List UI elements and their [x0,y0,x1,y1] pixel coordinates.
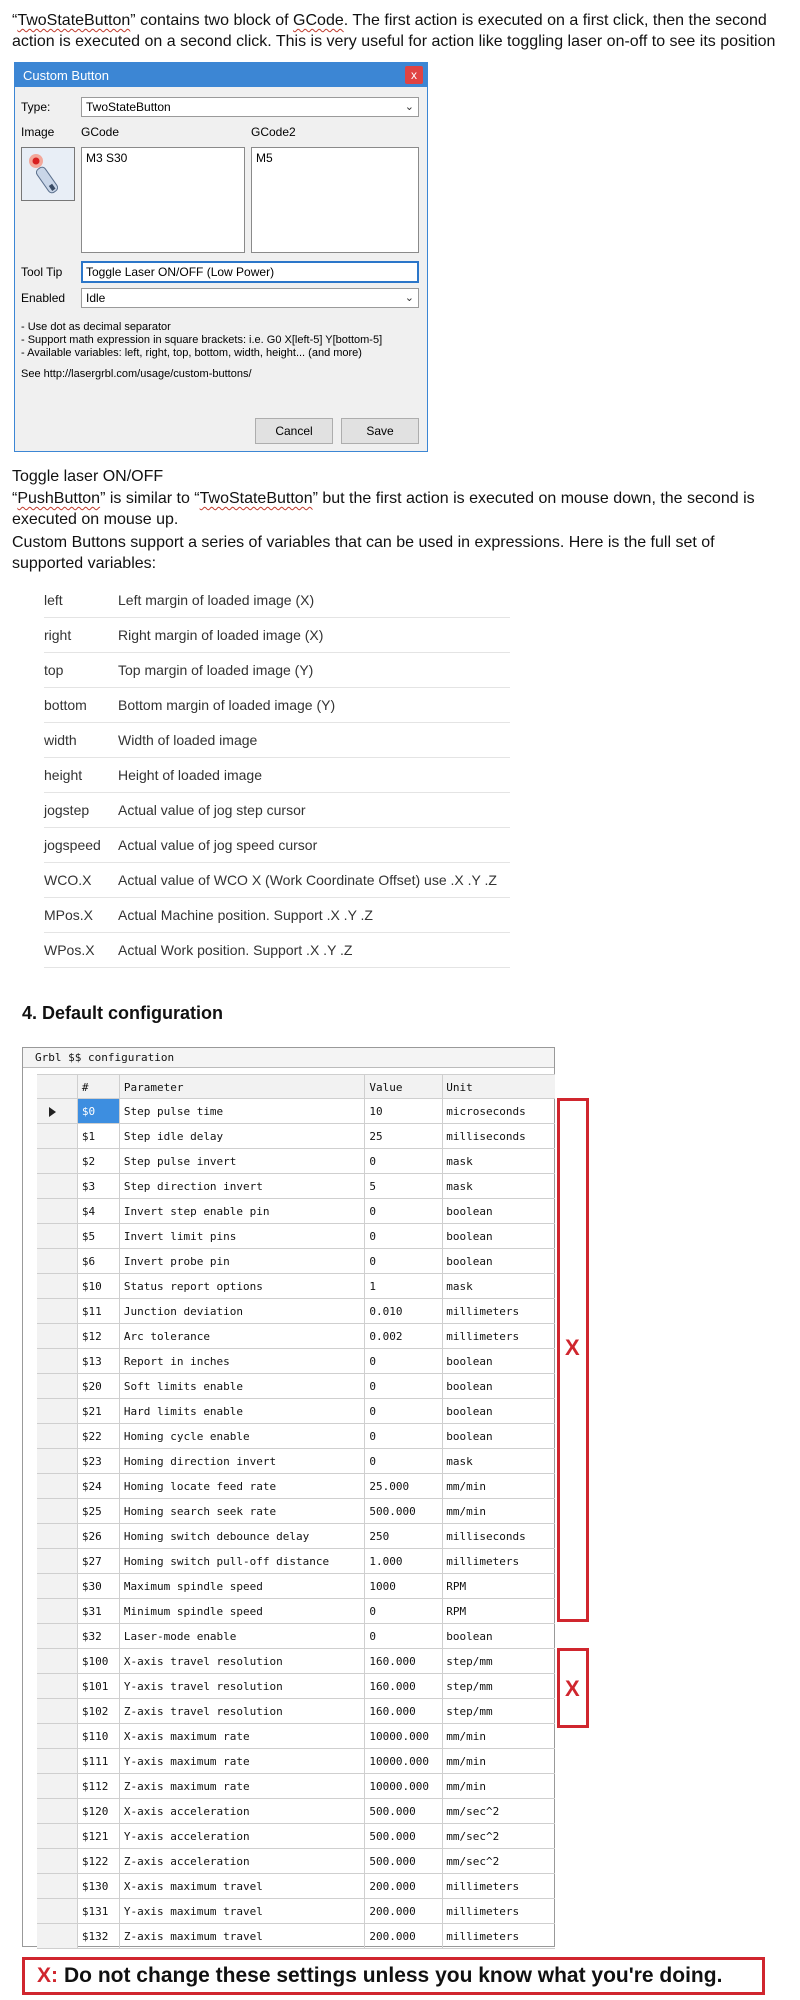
warning-x: X: [37,1964,58,1987]
setting-parameter-cell[interactable]: Invert step enable pin [120,1199,366,1223]
row-header-cell[interactable] [37,1299,78,1323]
setting-unit-cell[interactable]: mask [446,1155,473,1168]
variable-name: jogspeed [44,837,101,853]
variable-name: jogstep [44,802,90,818]
setting-unit-cell[interactable]: boolean [446,1405,493,1418]
setting-number-cell[interactable]: $0 [78,1099,120,1123]
variable-description: Actual value of jog step cursor [118,802,306,818]
setting-value-cell[interactable]: 200.000 [365,1874,443,1898]
setting-unit-cell[interactable]: boolean [446,1205,493,1218]
variable-description: Actual value of WCO X (Work Coordinate Offset) use .X .Y .Z [118,872,497,888]
setting-parameter-cell[interactable]: Step direction invert [120,1174,366,1198]
table-row[interactable] [37,1724,555,1749]
row-header-cell[interactable] [37,1199,78,1223]
setting-value-cell[interactable]: 0 [365,1224,443,1248]
setting-number-cell[interactable]: $11 [78,1299,120,1323]
setting-parameter-cell[interactable]: Step pulse invert [120,1149,366,1173]
pushbutton-paragraph [12,488,788,530]
setting-parameter-cell[interactable]: Junction deviation [120,1299,366,1323]
setting-unit-cell[interactable]: mm/min [446,1730,486,1743]
setting-parameter-cell[interactable]: Step idle delay [120,1124,366,1148]
setting-number-cell[interactable]: $121 [78,1824,120,1848]
gcode-label: GCode [81,125,120,139]
dialog-title: Custom Button [23,67,109,83]
column-header-parameter[interactable]: Parameter [120,1075,366,1098]
variable-row [44,618,510,653]
table-row[interactable] [37,1574,555,1599]
intro-term: TwoStateButton [17,12,131,29]
intro-quote-open: “ [12,12,18,29]
setting-unit-cell[interactable]: milliseconds [446,1130,526,1143]
note-line: - Use dot as decimal separator [21,321,171,333]
setting-parameter-cell[interactable]: Soft limits enable [120,1374,366,1398]
setting-unit-cell[interactable]: boolean [446,1230,493,1243]
setting-unit-cell[interactable]: step/mm [446,1655,493,1668]
row-header-cell[interactable] [37,1574,78,1598]
setting-value-cell[interactable]: 250 [365,1524,443,1548]
setting-parameter-cell[interactable]: Homing switch debounce delay [120,1524,366,1548]
setting-value-cell[interactable]: 200.000 [365,1924,443,1948]
custom-button-dialog [14,62,428,452]
gcode-textarea[interactable]: M3 S30 [81,147,245,253]
setting-unit-cell[interactable]: millimeters [446,1930,520,1943]
setting-number-cell[interactable]: $26 [78,1524,120,1548]
setting-value-cell[interactable]: 25 [365,1124,443,1148]
row-header-cell[interactable] [37,1474,78,1498]
row-header-cell[interactable] [37,1624,78,1648]
variable-name: right [44,627,72,643]
variable-name: width [44,732,77,748]
row-header-cell[interactable] [37,1674,78,1698]
gcode2-label: GCode2 [251,125,296,139]
setting-number-cell[interactable]: $101 [78,1674,120,1698]
table-row[interactable] [37,1674,555,1699]
push-term: PushButton [17,490,101,507]
setting-value-cell[interactable]: 0 [365,1399,443,1423]
section-title: 4. Default configuration [22,1003,224,1023]
setting-value-cell[interactable]: 0 [365,1249,443,1273]
row-header-cell[interactable] [37,1924,78,1948]
variable-row [44,723,510,758]
setting-parameter-cell[interactable]: Invert probe pin [120,1249,366,1273]
enabled-label: Enabled [21,291,66,305]
row-header-cell[interactable] [37,1099,78,1123]
setting-unit-cell[interactable]: millimeters [446,1305,520,1318]
table-row[interactable] [37,1199,555,1224]
setting-number-cell[interactable]: $131 [78,1899,120,1923]
setting-number-cell[interactable]: $31 [78,1599,120,1623]
row-header-cell[interactable] [37,1449,78,1473]
setting-unit-cell[interactable]: boolean [446,1255,493,1268]
variable-description: Height of loaded image [118,767,262,783]
setting-parameter-cell[interactable]: Report in inches [120,1349,366,1373]
variables-intro: Custom Buttons support a series of variables that can be used in expressions. Here is the full set of supported variables: [12,534,715,572]
table-row[interactable] [37,1174,555,1199]
current-row-arrow-icon [49,1107,56,1117]
variable-row [44,688,510,723]
setting-parameter-cell[interactable]: Z-axis travel resolution [120,1699,366,1723]
grbl-config-grid [37,1074,555,1949]
setting-number-cell[interactable]: $6 [78,1249,120,1273]
column-header-num[interactable]: # [78,1075,120,1098]
row-header-cell[interactable] [37,1799,78,1823]
variable-row [44,583,510,618]
annotation-x-1: X [565,1335,580,1360]
setting-value-cell[interactable]: 25.000 [365,1474,443,1498]
setting-number-cell[interactable]: $112 [78,1774,120,1798]
table-row[interactable] [37,1924,555,1949]
help-link[interactable]: See http://lasergrbl.com/usage/custom-buttons/ [21,368,252,380]
setting-unit-cell[interactable]: step/mm [446,1680,493,1693]
setting-unit-cell[interactable]: mm/min [446,1505,486,1518]
intro-paragraph [12,10,788,52]
table-row[interactable] [37,1449,555,1474]
row-header-cell[interactable] [37,1174,78,1198]
setting-number-cell[interactable]: $22 [78,1424,120,1448]
setting-parameter-cell[interactable]: Homing search seek rate [120,1499,366,1523]
setting-unit-cell[interactable]: boolean [446,1355,493,1368]
table-row[interactable] [37,1799,555,1824]
table-row[interactable] [37,1599,555,1624]
setting-number-cell[interactable]: $12 [78,1324,120,1348]
variable-name: WCO.X [44,872,92,888]
setting-unit-cell[interactable]: mm/min [446,1780,486,1793]
variable-name: MPos.X [44,907,94,923]
setting-value-cell[interactable]: 10000.000 [365,1724,443,1748]
setting-number-cell[interactable]: $21 [78,1399,120,1423]
type-select-value: TwoStateButton [86,100,171,114]
setting-value-cell[interactable]: 0 [365,1449,443,1473]
table-row[interactable] [37,1899,555,1924]
setting-value-cell[interactable]: 160.000 [365,1674,443,1698]
setting-number-cell[interactable]: $102 [78,1699,120,1723]
setting-unit-cell[interactable]: mm/min [446,1480,486,1493]
setting-unit-cell[interactable]: millimeters [446,1330,520,1343]
setting-value-cell[interactable]: 200.000 [365,1899,443,1923]
setting-value-cell[interactable]: 0.002 [365,1324,443,1348]
setting-value-cell[interactable]: 0 [365,1374,443,1398]
setting-parameter-cell[interactable]: Minimum spindle speed [120,1599,366,1623]
setting-parameter-cell[interactable]: Status report options [120,1274,366,1298]
grid-header-row [37,1074,555,1099]
setting-value-cell[interactable]: 0 [365,1349,443,1373]
setting-unit-cell[interactable]: boolean [446,1430,493,1443]
row-header-cell[interactable] [37,1849,78,1873]
setting-unit-cell[interactable]: microseconds [446,1105,526,1118]
variable-description: Width of loaded image [118,732,258,748]
setting-value-cell[interactable]: 1.000 [365,1549,443,1573]
variable-row [44,898,510,933]
setting-parameter-cell[interactable]: X-axis maximum rate [120,1724,366,1748]
setting-unit-cell[interactable]: step/mm [446,1705,493,1718]
variable-row [44,653,510,688]
variable-row [44,863,510,898]
setting-unit-cell[interactable]: RPM [446,1605,467,1618]
column-header-unit[interactable]: Unit [446,1081,473,1094]
setting-number-cell[interactable]: $1 [78,1124,120,1148]
type-select[interactable] [81,97,419,117]
laser-pointer-icon [22,148,74,200]
variable-description: Top margin of loaded image (Y) [118,662,314,678]
tooltip-label: Tool Tip [21,265,63,279]
setting-number-cell[interactable]: $20 [78,1374,120,1398]
setting-number-cell[interactable]: $100 [78,1649,120,1673]
setting-unit-cell[interactable]: mask [446,1180,473,1193]
variable-row [44,758,510,793]
tooltip-input[interactable]: Toggle Laser ON/OFF (Low Power) [81,261,419,283]
table-row[interactable] [37,1499,555,1524]
setting-unit-cell[interactable]: millimeters [446,1905,520,1918]
row-header-cell[interactable] [37,1499,78,1523]
setting-unit-cell[interactable]: RPM [446,1580,467,1593]
row-header-cell[interactable] [37,1424,78,1448]
row-header-cell[interactable] [37,1224,78,1248]
setting-unit-cell[interactable]: mm/min [446,1755,486,1768]
warning-banner [22,1957,765,1995]
setting-parameter-cell[interactable]: Hard limits enable [120,1399,366,1423]
setting-number-cell[interactable]: $5 [78,1224,120,1248]
table-row[interactable] [37,1749,555,1774]
row-header-cell[interactable] [37,1699,78,1723]
setting-parameter-cell[interactable]: Y-axis maximum travel [120,1899,366,1923]
type-label: Type: [21,100,51,114]
setting-unit-cell[interactable]: milliseconds [446,1530,526,1543]
variable-description: Actual value of jog speed cursor [118,837,318,853]
table-row[interactable] [37,1849,555,1874]
table-row[interactable] [37,1374,555,1399]
setting-parameter-cell[interactable]: X-axis travel resolution [120,1649,366,1673]
dialog-titlebar [15,63,427,87]
chevron-down-icon: ⌄ [404,101,414,113]
row-header-cell[interactable] [37,1274,78,1298]
table-row[interactable] [37,1149,555,1174]
setting-value-cell[interactable]: 0 [365,1624,443,1648]
intro-gcode: GCode [293,12,344,29]
variable-name: left [44,592,63,608]
setting-value-cell[interactable]: 160.000 [365,1699,443,1723]
warning-text: Do not change these settings unless you know what you're doing. [64,1964,723,1987]
setting-value-cell[interactable]: 500.000 [365,1799,443,1823]
table-row[interactable] [37,1299,555,1324]
setting-number-cell[interactable]: $130 [78,1874,120,1898]
variable-description: Bottom margin of loaded image (Y) [118,697,336,713]
setting-parameter-cell[interactable]: X-axis maximum travel [120,1874,366,1898]
setting-value-cell[interactable]: 500.000 [365,1824,443,1848]
row-header-cell[interactable] [37,1874,78,1898]
setting-number-cell[interactable]: $111 [78,1749,120,1773]
intro-text-1: ” contains two block of [130,12,294,29]
setting-number-cell[interactable]: $4 [78,1199,120,1223]
variable-name: WPos.X [44,942,95,958]
table-row[interactable] [37,1424,555,1449]
setting-unit-cell[interactable]: mm/sec^2 [446,1805,500,1818]
image-label: Image [21,125,55,139]
setting-number-cell[interactable]: $25 [78,1499,120,1523]
variable-name: bottom [44,697,87,713]
row-header-cell[interactable] [37,1649,78,1673]
setting-unit-cell[interactable]: boolean [446,1380,493,1393]
setting-parameter-cell[interactable]: Y-axis travel resolution [120,1674,366,1698]
table-row[interactable] [37,1824,555,1849]
setting-unit-cell[interactable]: mm/sec^2 [446,1855,500,1868]
setting-parameter-cell[interactable]: Homing direction invert [120,1449,366,1473]
variable-name: top [44,662,64,678]
setting-parameter-cell[interactable]: Laser-mode enable [120,1624,366,1648]
table-row[interactable] [37,1224,555,1249]
setting-parameter-cell[interactable]: Y-axis acceleration [120,1824,366,1848]
setting-parameter-cell[interactable]: Invert limit pins [120,1224,366,1248]
row-header-cell[interactable] [37,1149,78,1173]
row-header-cell[interactable] [37,1599,78,1623]
grbl-config-window [22,1047,555,1947]
row-header-cell[interactable] [37,1724,78,1748]
close-icon[interactable]: x [405,66,423,84]
setting-unit-cell[interactable]: millimeters [446,1555,520,1568]
gcode2-textarea[interactable]: M5 [251,147,419,253]
setting-number-cell[interactable]: $2 [78,1149,120,1173]
setting-number-cell[interactable]: $24 [78,1474,120,1498]
table-row[interactable] [37,1699,555,1724]
row-header-cell[interactable] [37,1349,78,1373]
table-row[interactable] [37,1549,555,1574]
variable-description: Actual Machine position. Support .X .Y .Z [118,907,373,923]
table-row[interactable] [37,1474,555,1499]
table-row[interactable] [37,1099,555,1124]
column-header-value[interactable]: Value [365,1075,443,1098]
setting-number-cell[interactable]: $120 [78,1799,120,1823]
caption: Toggle laser ON/OFF [12,468,164,485]
setting-parameter-cell[interactable]: Homing locate feed rate [120,1474,366,1498]
annotation-x-2: X [565,1676,580,1701]
variable-description: Actual Work position. Support .X .Y .Z [118,942,353,958]
row-header-cell[interactable] [37,1749,78,1773]
table-row[interactable] [37,1874,555,1899]
enabled-select-value: Idle [86,291,106,305]
setting-parameter-cell[interactable]: Arc tolerance [120,1324,366,1348]
grbl-window-title: Grbl $$ configuration [23,1048,554,1068]
setting-value-cell[interactable]: 10000.000 [365,1749,443,1773]
setting-parameter-cell[interactable]: Maximum spindle speed [120,1574,366,1598]
table-row[interactable] [37,1124,555,1149]
variable-row [44,793,510,828]
setting-parameter-cell[interactable]: Y-axis maximum rate [120,1749,366,1773]
table-row[interactable] [37,1249,555,1274]
setting-unit-cell[interactable]: mask [446,1455,473,1468]
enabled-select[interactable] [81,288,419,308]
row-header-cell[interactable] [37,1399,78,1423]
setting-number-cell[interactable]: $13 [78,1349,120,1373]
note-line: - Support math expression in square brackets: i.e. G0 X[left-5] Y[bottom-5] [21,334,383,346]
setting-parameter-cell[interactable]: Z-axis acceleration [120,1849,366,1873]
setting-number-cell[interactable]: $3 [78,1174,120,1198]
variable-row [44,828,510,863]
setting-unit-cell[interactable]: mm/sec^2 [446,1830,500,1843]
push-term-2: TwoStateButton [199,490,313,507]
row-header-cell[interactable] [37,1374,78,1398]
table-row[interactable] [37,1274,555,1299]
setting-value-cell[interactable]: 500.000 [365,1499,443,1523]
setting-number-cell[interactable]: $122 [78,1849,120,1873]
setting-value-cell[interactable]: 10 [365,1099,443,1123]
setting-unit-cell[interactable]: boolean [446,1630,493,1643]
setting-value-cell[interactable]: 1000 [365,1574,443,1598]
setting-parameter-cell[interactable]: Z-axis maximum rate [120,1774,366,1798]
setting-value-cell[interactable]: 5 [365,1174,443,1198]
setting-value-cell[interactable]: 10000.000 [365,1774,443,1798]
row-header-cell[interactable] [37,1249,78,1273]
table-row[interactable] [37,1399,555,1424]
setting-number-cell[interactable]: $23 [78,1449,120,1473]
cancel-button[interactable]: Cancel [255,418,333,444]
row-header-cell[interactable] [37,1324,78,1348]
table-row[interactable] [37,1624,555,1649]
setting-value-cell[interactable]: 0 [365,1149,443,1173]
variables-table [44,583,510,968]
table-row[interactable] [37,1324,555,1349]
setting-parameter-cell[interactable]: Homing cycle enable [120,1424,366,1448]
setting-parameter-cell[interactable]: X-axis acceleration [120,1799,366,1823]
setting-parameter-cell[interactable]: Homing switch pull-off distance [120,1549,366,1573]
setting-value-cell[interactable]: 0.010 [365,1299,443,1323]
row-header-cell[interactable] [37,1899,78,1923]
row-header-cell [37,1075,78,1098]
setting-number-cell[interactable]: $10 [78,1274,120,1298]
table-row[interactable] [37,1524,555,1549]
push-text-1: ” is similar to “ [100,490,200,507]
variable-name: height [44,767,83,783]
setting-value-cell[interactable]: 0 [365,1599,443,1623]
setting-value-cell[interactable]: 160.000 [365,1649,443,1673]
setting-value-cell[interactable]: 0 [365,1424,443,1448]
table-row[interactable] [37,1649,555,1674]
setting-number-cell[interactable]: $32 [78,1624,120,1648]
table-row[interactable] [37,1349,555,1374]
setting-value-cell[interactable]: 0 [365,1199,443,1223]
variable-row [44,933,510,968]
setting-parameter-cell[interactable]: Z-axis maximum travel [120,1924,366,1948]
push-text-2: ” but the first action is executed on mouse down, the second is executed on mouse up. [12,490,755,528]
intro-text-2: . The first action is executed on a first click, then the second action is executed on a second click. This is very useful for action like toggling laser on-off to see its position [12,12,776,50]
setting-number-cell[interactable]: $132 [78,1924,120,1948]
row-header-cell[interactable] [37,1824,78,1848]
push-quote-open: “ [12,490,18,507]
variable-description: Left margin of loaded image (X) [118,592,315,608]
setting-unit-cell[interactable]: mask [446,1280,473,1293]
setting-number-cell[interactable]: $27 [78,1549,120,1573]
row-header-cell[interactable] [37,1124,78,1148]
setting-value-cell[interactable]: 500.000 [365,1849,443,1873]
row-header-cell[interactable] [37,1524,78,1548]
setting-parameter-cell[interactable]: Step pulse time [120,1099,366,1123]
setting-number-cell[interactable]: $110 [78,1724,120,1748]
setting-number-cell[interactable]: $30 [78,1574,120,1598]
image-button[interactable] [21,147,75,201]
setting-value-cell[interactable]: 1 [365,1274,443,1298]
save-button[interactable]: Save [341,418,419,444]
row-header-cell[interactable] [37,1774,78,1798]
dialog-notes [21,321,382,381]
row-header-cell[interactable] [37,1549,78,1573]
chevron-down-icon: ⌄ [404,292,414,304]
variable-description: Right margin of loaded image (X) [118,627,324,643]
note-line: - Available variables: left, right, top, bottom, width, height... (and more) [21,347,362,359]
table-row[interactable] [37,1774,555,1799]
setting-unit-cell[interactable]: millimeters [446,1880,520,1893]
